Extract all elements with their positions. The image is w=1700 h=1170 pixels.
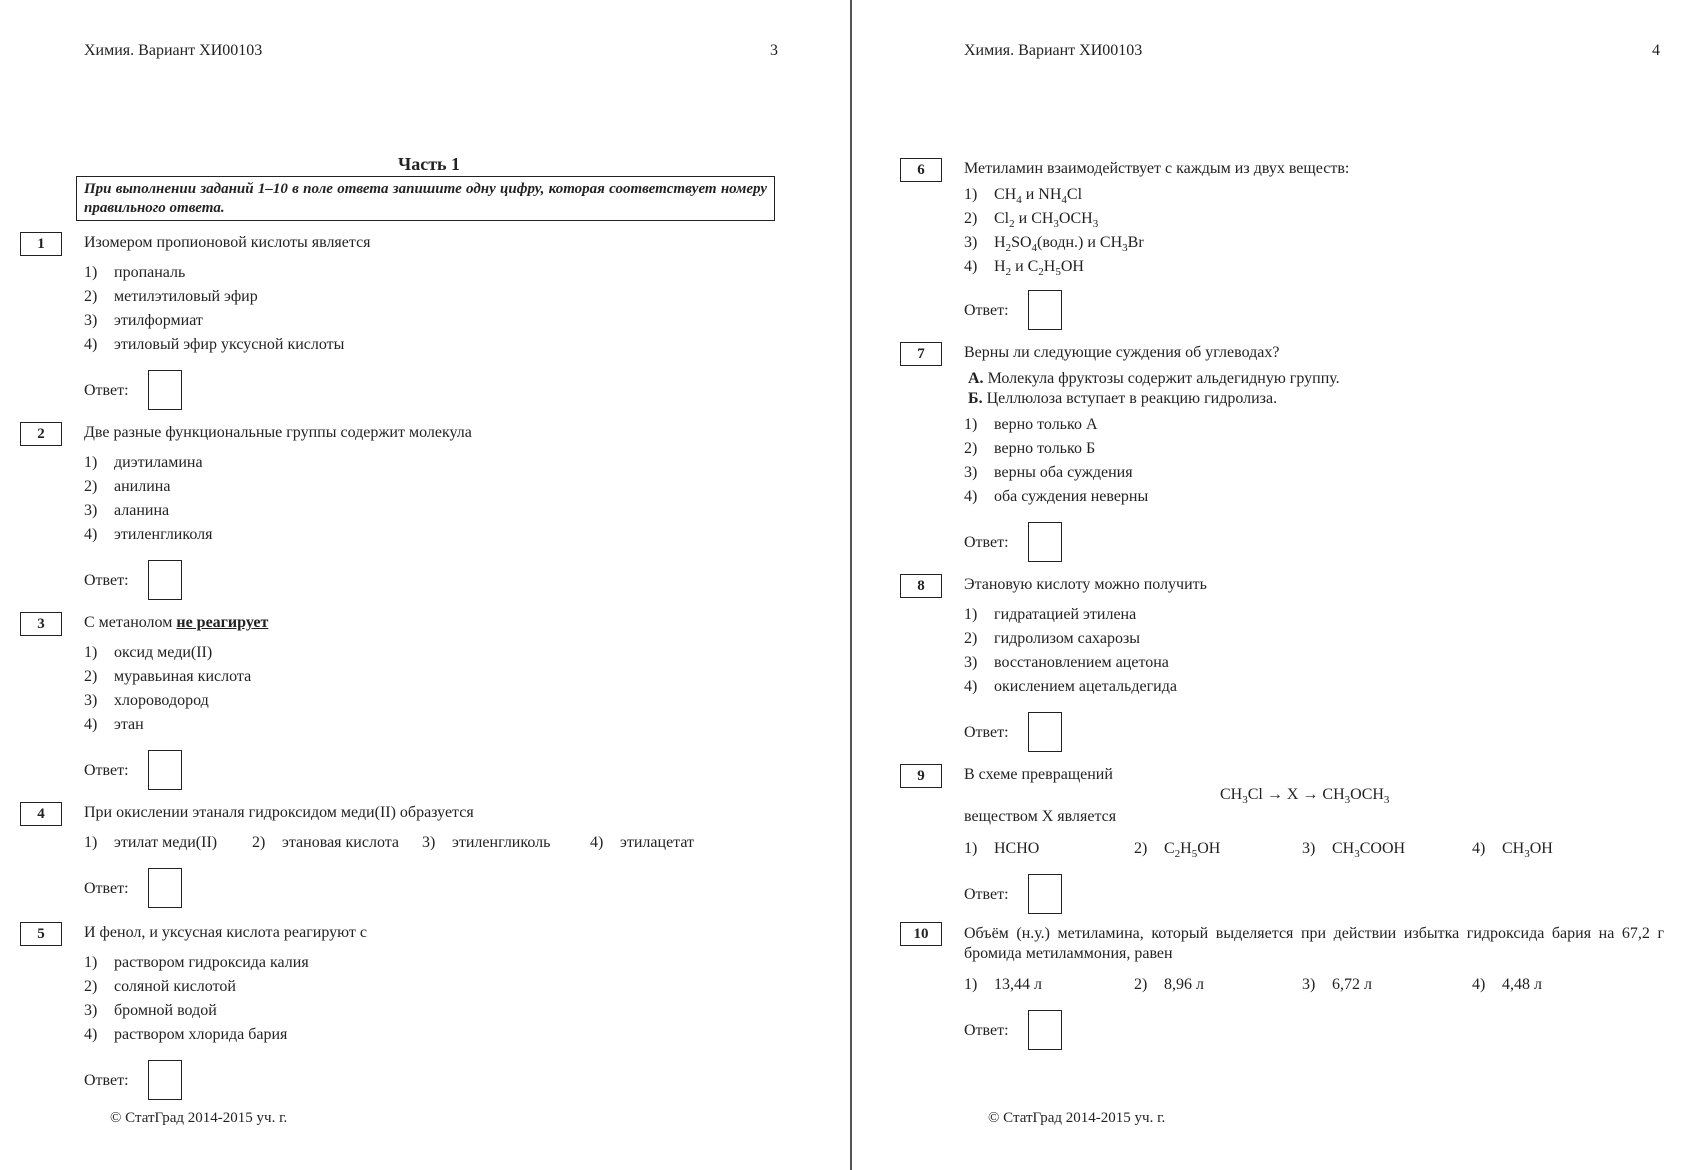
page-header-title: Химия. Вариант ХИ00103 bbox=[84, 42, 263, 59]
option-3: 3) верны оба суждения bbox=[964, 464, 1133, 481]
answer-label: Ответ: bbox=[964, 302, 1009, 319]
option-4: 4) этан bbox=[84, 716, 144, 733]
task-number: 9 bbox=[900, 764, 942, 788]
option-4: 4) $CH_3OH$ bbox=[1472, 840, 1553, 861]
answer-label: Ответ: bbox=[84, 382, 129, 399]
answer-box[interactable] bbox=[1028, 1010, 1062, 1050]
task-number: 4 bbox=[20, 802, 62, 826]
task-text: Этановую кислоту можно получить bbox=[964, 576, 1207, 593]
answer-box[interactable] bbox=[1028, 874, 1062, 914]
option-1: 1) оксид меди(II) bbox=[84, 644, 213, 661]
task-text: При окислении этаналя гидроксидом меди(II) образуется bbox=[84, 804, 474, 821]
option-4: 4) окислением ацетальдегида bbox=[964, 678, 1177, 695]
task-number: 10 bbox=[900, 922, 942, 946]
part-title: Часть 1 bbox=[398, 154, 461, 174]
footer-copyright: © СтатГрад 2014-2015 уч. г. bbox=[110, 1110, 288, 1126]
option-2: 2) этановая кислота bbox=[252, 834, 400, 851]
option-2: 2) верно только Б bbox=[964, 440, 1096, 457]
option-1: 1) диэтиламина bbox=[84, 454, 203, 471]
answer-label: Ответ: bbox=[964, 724, 1009, 741]
emphasis-text: не реагирует bbox=[176, 614, 269, 631]
option-1: 1) верно только А bbox=[964, 416, 1098, 433]
option-1: 1) раствором гидроксида калия bbox=[84, 954, 309, 971]
footer-copyright: © СтатГрад 2014-2015 уч. г. bbox=[988, 1110, 1166, 1126]
task-number: 8 bbox=[900, 574, 942, 598]
answer-label: Ответ: bbox=[84, 880, 129, 897]
option-1: 1) этилат меди(II) bbox=[84, 834, 218, 851]
answer-box[interactable] bbox=[148, 750, 182, 790]
answer-label: Ответ: bbox=[964, 534, 1009, 551]
task-text: И фенол, и уксусная кислота реагируют с bbox=[84, 924, 367, 941]
answer-label: Ответ: bbox=[84, 1072, 129, 1089]
page-number: 4 bbox=[1652, 42, 1660, 59]
answer-box[interactable] bbox=[1028, 290, 1062, 330]
answer-box[interactable] bbox=[148, 868, 182, 908]
option-4: 4) 4,48 л bbox=[1472, 976, 1542, 993]
answer-box[interactable] bbox=[1028, 712, 1062, 752]
option-2: 2) муравьиная кислота bbox=[84, 668, 252, 685]
option-2: 2) метилэтиловый эфир bbox=[84, 288, 258, 305]
task-text: Метиламин взаимодействует с каждым из двух веществ: bbox=[964, 160, 1350, 177]
task-number: 2 bbox=[20, 422, 62, 446]
statement-b: Б. Целлюлоза вступает в реакцию гидролиза. bbox=[968, 390, 1278, 407]
task-text: Объём (н.у.) метиламина, который выделяется при действии избытка гидроксида бария на 67,2 г бромида метиламмония, равен bbox=[964, 925, 1664, 962]
answer-box[interactable] bbox=[148, 560, 182, 600]
page-number: 3 bbox=[770, 42, 778, 59]
option-1: 1) гидратацией этилена bbox=[964, 606, 1137, 623]
task-text: В схеме превращений bbox=[964, 766, 1113, 783]
answer-box[interactable] bbox=[148, 1060, 182, 1100]
option-1: 1) $CH_4$ и $NH_4Cl$ bbox=[964, 186, 1083, 207]
option-3: 3) хлороводород bbox=[84, 692, 209, 709]
answer-label: Ответ: bbox=[964, 886, 1009, 903]
option-3: 3) бромной водой bbox=[84, 1002, 217, 1019]
option-4: 4) этиловый эфир уксусной кислоты bbox=[84, 336, 345, 353]
reaction-scheme: $CH_3Cl \to X \to CH_3OCH_3$ bbox=[1220, 786, 1390, 807]
option-2: 2) $Cl_2$ и $CH_3OCH_3$ bbox=[964, 210, 1099, 231]
task-number: 7 bbox=[900, 342, 942, 366]
answer-label: Ответ: bbox=[84, 762, 129, 779]
instruction-box: При выполнении заданий 1–10 в поле ответа запишите одну цифру, которая соответствует номеру правильного ответа. bbox=[76, 176, 775, 221]
answer-label: Ответ: bbox=[964, 1022, 1009, 1039]
task-text: Верны ли следующие суждения об углеводах? bbox=[964, 344, 1280, 361]
option-4: 4) этилацетат bbox=[590, 834, 695, 851]
option-1: 1) HCHO bbox=[964, 840, 1040, 857]
option-3: 3) этилформиат bbox=[84, 312, 203, 329]
option-2: 2) 8,96 л bbox=[1134, 976, 1204, 993]
option-3: 3) 6,72 л bbox=[1302, 976, 1372, 993]
task-number: 6 bbox=[900, 158, 942, 182]
task-number: 3 bbox=[20, 612, 62, 636]
option-2: 2) $C_2H_5OH$ bbox=[1134, 840, 1221, 861]
page-header-title: Химия. Вариант ХИ00103 bbox=[964, 42, 1143, 59]
option-4: 4) $H_2$ и $C_2H_5OH$ bbox=[964, 258, 1084, 279]
statement-a: А. Молекула фруктозы содержит альдегидную группу. bbox=[968, 370, 1340, 387]
page-right bbox=[852, 0, 1700, 1170]
task-text-continued: веществом Х является bbox=[964, 808, 1117, 825]
option-3: 3) этиленгликоль bbox=[422, 834, 551, 851]
option-4: 4) оба суждения неверны bbox=[964, 488, 1149, 505]
task-text: Изомером пропионовой кислоты является bbox=[84, 234, 371, 251]
option-3: 3) $H_2SO_4(водн.)$ и $CH_3Br$ bbox=[964, 234, 1144, 255]
option-2: 2) гидролизом сахарозы bbox=[964, 630, 1141, 647]
option-3: 3) $CH_3COOH$ bbox=[1302, 840, 1406, 861]
option-2: 2) соляной кислотой bbox=[84, 978, 236, 995]
task-number: 1 bbox=[20, 232, 62, 256]
task-text: Две разные функциональные группы содержит молекула bbox=[84, 424, 472, 441]
option-1: 1) пропаналь bbox=[84, 264, 186, 281]
option-2: 2) анилина bbox=[84, 478, 171, 495]
answer-label: Ответ: bbox=[84, 572, 129, 589]
option-1: 1) 13,44 л bbox=[964, 976, 1042, 993]
task-number: 5 bbox=[20, 922, 62, 946]
task-text: С метанолом не реагирует bbox=[84, 614, 269, 631]
option-4: 4) этиленгликоля bbox=[84, 526, 213, 543]
answer-box[interactable] bbox=[148, 370, 182, 410]
option-3: 3) аланина bbox=[84, 502, 170, 519]
answer-box[interactable] bbox=[1028, 522, 1062, 562]
option-4: 4) раствором хлорида бария bbox=[84, 1026, 288, 1043]
option-3: 3) восстановлением ацетона bbox=[964, 654, 1169, 671]
